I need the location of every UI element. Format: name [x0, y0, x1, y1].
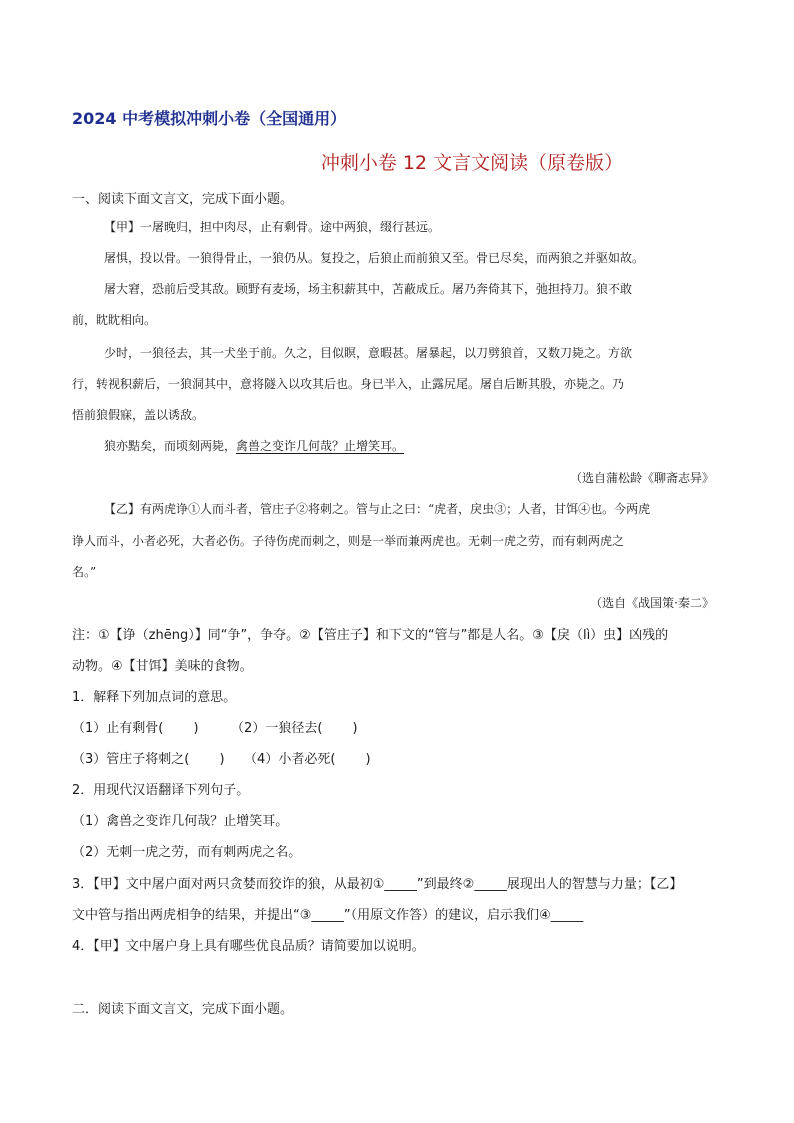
- passage-yi-line: 名。”: [72, 565, 97, 579]
- question-3-cont: 文中管与指出两虎相争的结果，并提出“③_____”（用原文作答）的建议，启示我们④_____: [72, 908, 584, 923]
- passage-jia-underlined-sentence: 禽兽之变诈几何哉？止增笑耳。: [236, 439, 405, 453]
- question-2: 2．用现代汉语翻译下列句子。: [72, 783, 250, 798]
- passage-yi-source: （选自《战国策·秦二》: [590, 596, 714, 610]
- passage-jia-line: 少时，一狼径去，其一犬坐于前。久之，目似瞑，意暇甚。屠暴起，以刀劈狼首，又数刀毙之。方欲: [104, 346, 633, 360]
- passage-jia-line: 悟前狼假寐，盖以诱敌。: [72, 408, 205, 422]
- passage-jia-line: 前，眈眈相向。: [72, 313, 157, 327]
- passage-jia-last-line: [104, 437, 404, 454]
- passage-jia-line: 行，转视积薪后，一狼洞其中，意将隧入以攻其后也。身已半入，止露尻尾。屠自后断其股，亦毙之。乃: [72, 377, 625, 391]
- question-4: 4．【甲】文中屠户身上具有哪些优良品质？请简要加以说明。: [72, 939, 425, 954]
- question-2-item: （1）禽兽之变诈几何哉？止增笑耳。: [72, 814, 289, 829]
- passage-jia-line: 屠惧，投以骨。一狼得骨止，一狼仍从。复投之，后狼止而前狼又至。骨已尽矣，而两狼之并驱如故。: [104, 251, 645, 265]
- section2-heading: 二．阅读下面文言文，完成下面小题。: [72, 1002, 294, 1017]
- document-title: 冲刺小卷 12 文言文阅读（原卷版）: [320, 152, 624, 174]
- passage-jia-line: 【甲】一屠晚归，担中肉尽，止有剩骨。途中两狼，缀行甚远。: [104, 220, 441, 234]
- notes-line: 注：①【诤（zhēng）】同“争”，争夺。②【管庄子】和下文的“管与”都是人名。③【戾（lì）虫】凶残的: [72, 628, 669, 643]
- passage-jia-source: （选自蒲松龄《聊斋志异》: [569, 471, 714, 485]
- question-2-item: （2）无刺一虎之劳，而有刺两虎之名。: [72, 845, 302, 860]
- question-1: 1．解释下列加点词的意思。: [72, 690, 237, 705]
- question-3: 3．【甲】文中屠户面对两只贪婪而狡诈的狼，从最初①_____”到最终②_____展现出人的智慧与力量；【乙】: [72, 877, 683, 892]
- passage-yi-line: 【乙】有两虎诤①人而斗者，管庄子②将刺之。管与止之曰：“虎者，戾虫③；人者，甘饵④也。今两虎: [104, 502, 651, 516]
- series-title: 2024 中考模拟冲刺小卷（全国通用）: [72, 109, 347, 128]
- passage-yi-line: 诤人而斗，小者必死，大者必伤。子待伤虎而刺之，则是一举而兼两虎也。无刺一虎之劳，而有刺两虎之: [72, 534, 625, 548]
- section1-heading: 一、阅读下面文言文，完成下面小题。: [72, 192, 294, 207]
- notes-line: 动物。④【甘饵】美味的食物。: [72, 659, 253, 674]
- question-1-items: （1）止有剩骨( ) （2）一狼径去( ): [72, 721, 358, 736]
- passage-jia-last-prefix: 狼亦黠矣，而顷刻两毙，: [104, 439, 237, 453]
- passage-jia-line: 屠大窘，恐前后受其敌。顾野有麦场，场主积薪其中，苫蔽成丘。屠乃奔倚其下，弛担持刀。狼不敢: [104, 282, 633, 296]
- question-1-items: （3）管庄子将刺之( ) （4）小者必死( ): [72, 752, 371, 767]
